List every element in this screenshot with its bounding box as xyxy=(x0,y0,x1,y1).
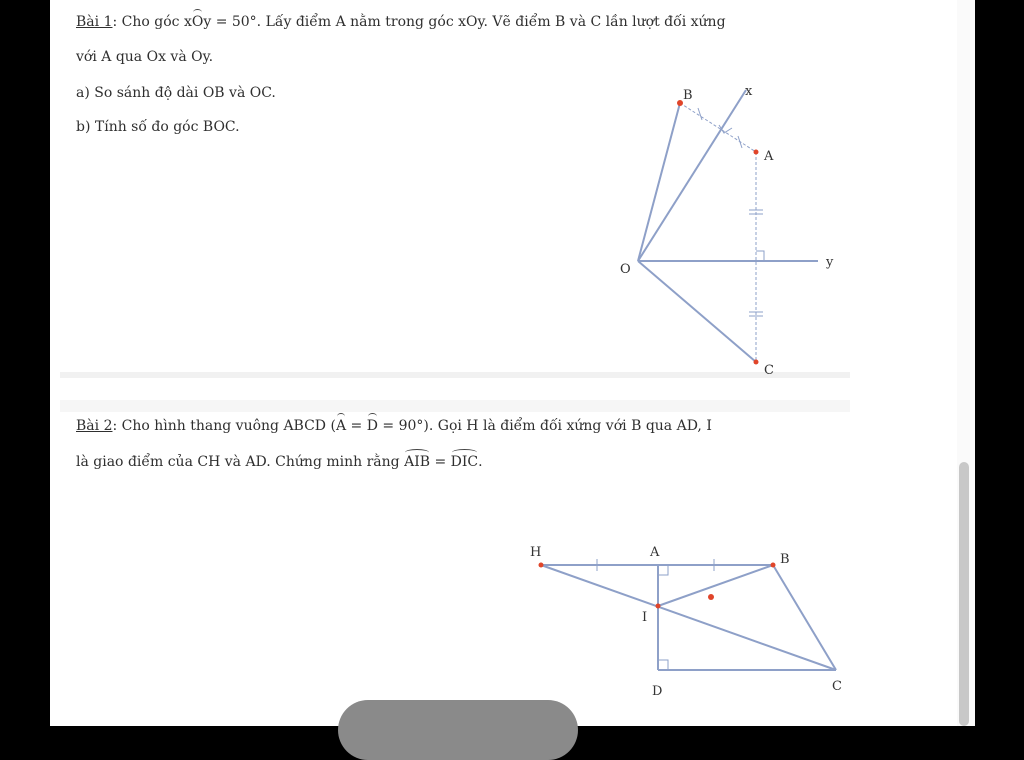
right-angle-mark-d xyxy=(658,660,668,670)
point-b2 xyxy=(771,563,776,568)
figure-2 xyxy=(541,559,836,670)
label-d: D xyxy=(652,684,663,699)
figure-1-points xyxy=(677,100,759,365)
segment-oc xyxy=(638,261,756,362)
point-i xyxy=(656,604,661,609)
point-c xyxy=(754,360,759,365)
label-i: I xyxy=(642,610,648,625)
label-a: A xyxy=(764,149,774,164)
label-c: C xyxy=(764,363,774,378)
problem1-statement: Bài 1: Cho góc xOy = 50°. Lấy điểm A nằm trong góc xOy. Vẽ điểm B và C lần lượt đối xứng xyxy=(76,14,726,30)
angle-xoy-vertex: O xyxy=(191,14,204,30)
label-h: H xyxy=(530,545,542,560)
label-x: x xyxy=(745,84,753,99)
right-angle-mark-a xyxy=(658,565,668,575)
problem2-statement: Bài 2: Cho hình thang vuông ABCD (A = D = 90°). Gọi H là điểm đối xứng với B qua AD, I xyxy=(76,418,712,434)
problem1-line2: với A qua Ox và Oy. xyxy=(76,49,214,65)
label-y: y xyxy=(826,255,834,270)
figure-1 xyxy=(638,90,818,362)
ray-ox xyxy=(638,90,746,261)
segment-ib xyxy=(658,565,773,606)
label-b: B xyxy=(683,88,693,103)
label-a2: A xyxy=(650,545,660,560)
floating-action-pill[interactable] xyxy=(338,700,578,760)
problem1-part-b: b) Tính số đo góc BOC. xyxy=(76,119,240,135)
label-c2: C xyxy=(832,679,842,694)
problem1-label: Bài 1 xyxy=(76,14,113,30)
problem2-line2: là giao điểm của CH và AD. Chứng minh rằng AIB = DIC. xyxy=(76,454,483,470)
label-o: O xyxy=(620,262,631,277)
segment-ba xyxy=(680,103,756,152)
point-h xyxy=(539,563,544,568)
point-a xyxy=(754,150,759,155)
problem1-part-a: a) So sánh độ dài OB và OC. xyxy=(76,85,276,101)
problem2-label: Bài 2 xyxy=(76,418,113,434)
segment-ob xyxy=(638,103,680,261)
right-angle-mark-oy xyxy=(756,251,764,261)
segment-hc xyxy=(541,565,836,670)
right-angle-mark-ox xyxy=(719,125,732,133)
segment-bc xyxy=(773,565,836,670)
label-b2: B xyxy=(780,552,790,567)
cursor-dot xyxy=(708,594,714,600)
